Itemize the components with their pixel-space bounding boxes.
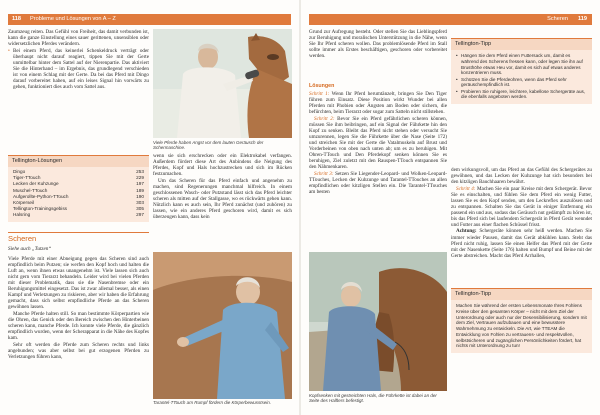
section-paragraph: Sehr oft werden die Pferde zum Scheren rechts und links angebunden; was aber selbst bei gut erzogenen Pferden zu Verletzungen führen kann, (8, 341, 149, 360)
tellington-solutions-list (8, 167, 149, 222)
intro-paragraph: Zaumzeug reiten. Das Gefühl von Freiheit, das damit verbunden ist, kann die ganze Einstellung eines sauer gerittenen, unsensiblen oder widersetzlichen Pferdes verändern. (8, 29, 149, 48)
solution-label: Aufgerollte-Python-TTouch (13, 193, 69, 199)
tellington-tip-box-1 (451, 38, 592, 104)
schritt-label: Schritt 1: (309, 91, 330, 97)
intro-column (8, 29, 149, 90)
solution-page: 197 (136, 181, 144, 187)
solution-label: Dingo (13, 169, 26, 174)
section-title: Scheren (8, 234, 37, 243)
schritte-list (309, 91, 447, 195)
left-page-number: 118 (12, 16, 22, 22)
photo1-caption: Viele Pferde haben Angst vor dem lauten Geräusch der Schermaschine. (153, 140, 264, 151)
photo2-caption: Tarantel-TTouch am Rumpf fördern die Körperbewusstsein. (153, 400, 271, 405)
right-header (309, 14, 592, 25)
loesungen-heading: Lösungen (309, 83, 335, 89)
solution-row (8, 212, 149, 218)
right-col1 (309, 29, 447, 60)
left-page (0, 0, 299, 415)
tip2-title: Tellington-Tipp (451, 289, 592, 300)
schritt-1 (309, 91, 447, 115)
tip1-body (451, 50, 592, 104)
tip1-bullet: • Probieren Sie ruhigere, leichtere, kabellose Schergeräte aus, die ebenfalls angeboten werden. (456, 89, 587, 101)
section-rule (8, 232, 149, 233)
solution-page: 229 (136, 175, 144, 181)
right-page (301, 0, 600, 415)
schritt-text: Bevor Sie ein Pferd gefährlichen scheren können, müssen Sie ihm beibringen, auf ein Signal der Führkette hin den Kopf zu senken. Bleibt das Pferd nicht stehen oder versucht Sie umzurennen, legen Sie die Führkette über die Nase (Seite 172) und streichen Sie mit der Gerte die Vatalmuskeln auf Brust und Vorderbeinen von oben nach unten ab; um es zu beruhigen. Mit Ohren-TTouch und Den Pferdekopf senken können Sie es beruhigen, Ziel zuletzt mit den Rauspen-TTouch entspannen Sie den Nähmenkaren. (309, 115, 448, 171)
solution-label: Halsring (13, 212, 31, 218)
tip1-bullet: • Schützen Sie die Pferdeohren, wenn das Pferd sehr geräuschempfindlich ist. (456, 77, 587, 89)
right-paragraph: Grund zur Aufregung besteht. Oder stellen Sie das Lieblingspferd zur Beruhigung und moralischen Unterstützung in die Nähe, wenn Sie Ihr Pferd scheren wollen. Das problemlösende Pferd im Stall sollte immer als Erstes beschäftigen, geschoren oder vorbereitet werden. (309, 29, 447, 60)
schritt-text: Setzen Sie Liegender-Leopard- und Wolken-Leopard-TTouches, Lecken der Kuhzunge und Tarantel-TTouches an allen empfindlichen oder kitzligen Stellen ein. Die Tarantel-TTouches am besten (309, 170, 447, 195)
schritt-3 (309, 171, 447, 195)
left-header (8, 14, 291, 25)
schritt-4 (451, 186, 592, 228)
solution-page: 303 (136, 200, 144, 206)
schritt-2 (309, 116, 447, 170)
schritt-label: Schritt 2: (314, 115, 335, 122)
tellington-tip-box-2 (451, 288, 592, 353)
schritt-label: Schritt 3: (314, 170, 334, 177)
schritt-label: Schritt 4: (456, 185, 476, 192)
solution-page: 305 (136, 206, 144, 212)
mid-column (153, 153, 292, 221)
section-paragraph: Viele Pferde mit einer Abneigung gegen das Scheren sind auch empfindlich beim Putzen; sie werfen den Kopf hoch und halten die Luft an, wenn ihnen etwas unangenehm ist. Viele lassen sich auch nicht gern vom Tierarzt behandeln. Leider wird bei vielen Pferden mit dieser Problematik, dass sie die Nasenbremse oder ein Beruhigungsmittel eingesetzt. Das ist zwar allemal besser, als einen Kampf und Verletzungen zu riskieren, aber wir haben die Erfahrung gemacht, dass sich selbst empfindliche Pferde an das Scheren gewöhnen lassen. (8, 256, 149, 311)
tip1-title: Tellington-Tipp (451, 39, 592, 50)
solution-page: 190 (136, 193, 144, 199)
section-body (8, 256, 149, 360)
solution-label: Muschel-TTouch (13, 187, 48, 193)
right-col2 (451, 167, 592, 259)
solution-label: Körperseil (13, 200, 35, 206)
photo-tarantel-ttouch (153, 252, 292, 399)
right-col2-paragraph: dem wirkungsvoll, um das Pferd an das Gefühl des Schergerätes zu gewöhnen, und das Lecken der Kuhzunge hat sich besonders bei den kitzligen Bauchhaaren bewährt. (451, 167, 592, 186)
solution-page: 189 (136, 187, 144, 193)
tip2-body (451, 300, 592, 353)
right-header-title: Scheren (547, 16, 568, 22)
schritt-text: Machen Sie ein paar Kreise mit dem Schergerät. Bevor Sie es einschalten, und fühlen Sie dem Pferd ein wenig Futter, lassen Sie es den Kopf senden, um den Leckreflex auszulösen und zu entspannen. Schalten Sie das Gerät in einiger Entfernung ein passend ein und aus, sodass das Geräusch nut gedämpft zu hören ist, bis das Pferd sich bei laufendem Schergerät in Pferd Gerät wenndet und Futter aus einer flachen Schüssel frisst. (451, 185, 592, 228)
achtung-paragraph (451, 228, 592, 258)
tellington-solutions-box (8, 155, 149, 222)
solution-label: Lecken der Kuhzunge (13, 181, 59, 187)
photo3-caption: Kopfsenken mit gestreichten Hals, die Führkette ist dabei an der Seite des Halfters befestigt. (309, 393, 437, 404)
tip2-paragraph: Machen Sie während der ersten Lebensmonate Ihres Fohlens Kreise über den gesamten Körper – nicht mit dem Ziel der Unterordnung oder auch nur der Desensibilisierung, sondern mit dem Ziel, Vertrauen aufzubauen und eine bewusstere Wahrnehmung zu entwickeln. Die Art, wie TTEAM die Entwicklung von Fohlen zu vertrauens- und respektvollen, selbstsicheren und zugänglichen Persönlichkeiten fördert, hat nichts mit Unterordnung zu tun! (456, 303, 587, 349)
schritt-text: Wenn Ihr Pferd herumtänzelt, bringen Sie Den Tiger führen zum Einsatz. Diese Position wirkt Wunder bei allen Pferden mit Phobien oder Ängsten am Boden oder sichern, die befürchten, beim Tierarzt oder sogar zum Satteln nicht stillstehen. (309, 91, 447, 116)
mid-paragraph: wenn sie sich erschrecken oder ein Elektrokabel verfangen. Außerdem fördert diese Art des Anbindens die Neigung des Pferdes, Kopf und Hals hochzustrecken und sich im Rücken festzumachen. (153, 153, 292, 178)
solution-page: 297 (136, 212, 144, 218)
mid-paragraph: Um das Scheren für das Pferd einfach und angenehm zu machen, sind Regenerungen manchmal hilfreich. In einem geschlossenen Wasch- oder Putzstand lässt sich das Pferd leichter scheren als mitten auf der Stallgasse, wo es rückwärts gehen kann. Nützlich kann es auch sein, Ihr Pferd zunächst (und zuhören) zu lassen, wie ein anderes Pferd geschoren wird, damit es sich überzeugen kann, dass kein (153, 177, 292, 220)
left-header-title: Probleme und Lösungen von A – Z (30, 16, 116, 22)
photo-horse-clipper (153, 29, 292, 138)
solution-label: Tiger-TTouch (13, 175, 41, 181)
solution-page: 253 (136, 169, 144, 174)
solution-label: Tellington-Trainingsgebiss (13, 206, 68, 212)
tip1-bullet: • Hängen Sie dem Pferd einen Futtersack um, damit es während des Scherens fressen kann, oder legen Sie ihn auf Brusthöhe etwas Heu vor, damit es sich auf etwas anderes konzentrieren muss. (456, 53, 587, 76)
achtung-text: Schergeräte können sehr heiß werden. Machen Sie immer wieder Pausen, damit das Gerät abkühlen kann. Steht das Pferd nicht ruhig, lassen Sie einen Helfer das Pferd mit der Gerte mit der Nasenkette (Seite 176) halten und Bumpf und Beine mit der Gerte abstreichen. Macht das Pferd Arrhallen, (451, 228, 592, 259)
section-paragraph: Manche Pferde halten still. So man bestimmte Körperpartien wie die Ohren, das Genick oder den Bereich zwischen den Hinterbeinen scheren kann, manche Pferde. Ich konnte viele Pferde, die gänzlich empfindlich wurden, wenn der Scherapparat in die Nähe des Kopfes kam. (8, 310, 149, 342)
achtung-label: Achtung: (456, 228, 477, 235)
tellington-solutions-title: Tellington-Lösungen (8, 156, 149, 167)
right-page-number: 119 (577, 16, 587, 22)
intro-bullet: • Bei einem Pferd, das keinerlei Schenkeldruck verträgt oder überhaupt nicht darauf reagiert, tippen Sie mit der Gerte unmittelbar hinter dem Sattel auf der Nierenpartie. Das aktiviert Sie die Hinterhand – im Ergebnis, das grundlegend verschieden ist von einem Schlag mit der Gerte. Da bei das Pferd mit Dingo darauf vorbereitet haben, auf ein leises Signal hin vorwärts zu gehen, funktioniert dies auch vom Sattel aus. (8, 48, 149, 90)
photo-head-lowering (309, 252, 447, 391)
section-subtitle: Siehe auch „Tutzen“ (8, 246, 52, 252)
